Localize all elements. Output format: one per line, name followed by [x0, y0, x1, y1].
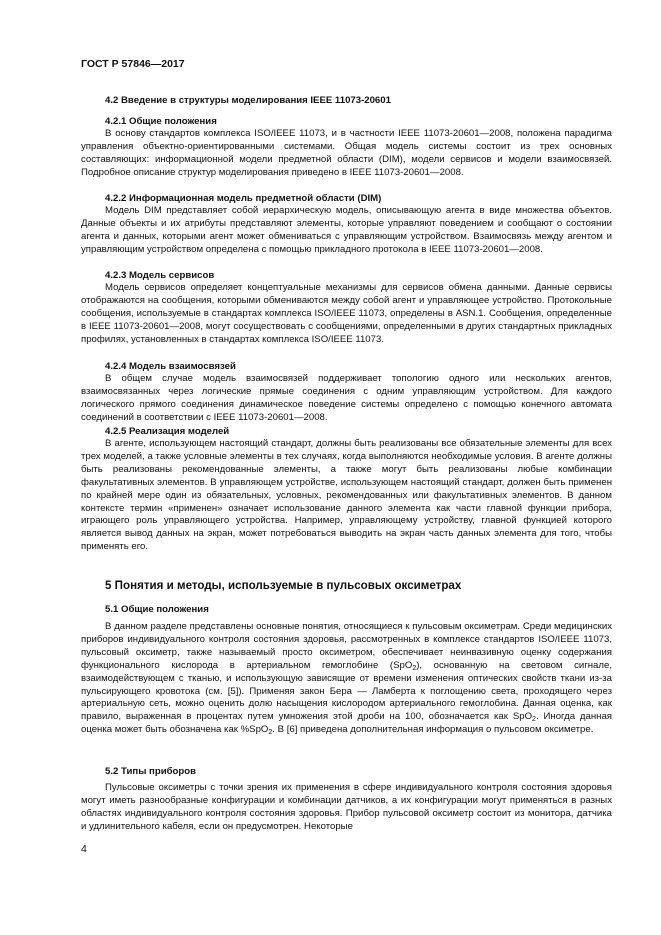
subsection-5-2-heading: 5.2 Типы приборов: [105, 766, 197, 777]
subsection-4-2-5-text: В агенте, использующем настоящий стандарт, должны быть реализованы все обязательные элементы для всех трех моделей, а также условные элементы в тех случаях, когда выполняются необходимые условия. В агенте должны быть реализованы рекомендованные элементы, а также могут быть реализованы любые комбинации факультативных элементов. В управляющем устройстве, использующем настоящий стандарт, должен быть применен по крайней мере один из обязательных, условных, рекомендованных или факультативных элементов. В данном контексте термин «применен» означает использование данного элемента как части главной функции прибора, играющего роль управляющего устройства. Например, управляющему устройству, главной функцией которого является вывод данных на экран, может потребоваться выводить на экран часть данных элемента для того, чтобы применять его.: [81, 438, 612, 553]
subsection-5-1-heading: 5.1 Общие положения: [105, 604, 209, 615]
subsection-5-1-text: В данном разделе представлены основные понятия, относящиеся к пульсовым оксиметрам. Среди медицинских приборов индивидуального контроля состояния здоровья, рассмотренных в комплексе стандартов ISO/IEEE 11073, пульсовый оксиметр, также называемый просто оксиметром, обеспечивает неинвазивную оценку содержания функционального кислорода в артериальном гемоглобине (SpO$_2$), основанную на световом сигнале, взаимодействующем с тканью, и использующую зависящие от времени изменения оптических свойств ткани из-за пульсирующего кровотока (см. [5]). Применяя закон Бера — Ламберта к поглощению света, проходящего через артериальную сеть, можно оценить долю насыщения кислородом артериального гемоглобина. Данная оценка, как правило, выраженная в процентах путем умножения этой дроби на 100, обозначается как SpO$_2$. Иногда данная оценка может быть обозначена как %SpO$_2$. В [6] приведена дополнительная информация о пульсовом оксиметре.: [81, 621, 612, 737]
subsection-4-2-2-heading: 4.2.2 Информационная модель предметной области (DIM): [105, 193, 382, 204]
subsection-4-2-4-heading: 4.2.4 Модель взаимосвязей: [105, 361, 236, 372]
subsection-4-2-1-heading: 4.2.1 Общие положения: [105, 116, 217, 127]
subsection-4-2-4-text: В общем случае модель взаимосвязей поддерживает топологию одного или нескольких агентов, взаимосвязанных через логические прямые соединения с одним управляющим устройством. Для каждого логического прямого соединения динамическое поведение системы определено с помощью конечного автомата соединений в соответствии с IEEE 11073-20601—2008.: [81, 373, 612, 423]
document-code: ГОСТ Р 57846—2017: [81, 58, 185, 70]
subsection-4-2-1-text: В основу стандартов комплекса ISO/IEEE 11073, и в частности IEEE 11073-20601—2008, положена парадигма управления объектно-ориентированными системами. Общая модель системы состоит из трех основных составляющих: информационной модели предметной области (DIM), модели сервисов и модели взаимосвязей. Подробное описание структур моделирования приведено в IEEE 11073-20601—2008.: [81, 128, 612, 178]
section-4-2-heading: 4.2 Введение в структуры моделирования IEEE 11073-20601: [105, 95, 391, 106]
subsection-4-2-3-heading: 4.2.3 Модель сервисов: [105, 270, 215, 281]
subsection-4-2-3-text: Модель сервисов определяет концептуальные механизмы для сервисов обмена данными. Данные сервисы отображаются на сообщения, которыми обмениваются между собой агент и управляющее устройство. Протокольные сообщения, используемые в стандартах комплекса ISO/IEEE 11073, определены в ASN.1. Сообщения, определенные в IEEE 11073-20601—2008, могут сосуществовать с сообщениями, определенными в других стандартных прикладных профилях, установленных в стандартах комплекса ISO/IEEE 11073.: [81, 282, 612, 345]
subsection-5-2-text: Пульсовые оксиметры с точки зрения их применения в сфере индивидуального контроля состояния здоровья могут иметь разнообразные конфигурации и комбинации датчиков, а их конфигурации могут применяться в разных областях индивидуального контроля состояния здоровья. Прибор пульсовой оксиметр состоит из монитора, датчика и удлинительного кабеля, если он предусмотрен. Некоторые: [81, 782, 612, 832]
page-number: 4: [81, 843, 87, 855]
section-5-heading: 5 Понятия и методы, используемые в пульсовых оксиметрах: [105, 579, 462, 592]
subsection-4-2-2-text: Модель DIM представляет собой иерархическую модель, описывающую агента в виде множества объектов. Данные объекты и их атрибуты представляют элементы, которые управляют поведением и сообщают о состоянии агента и данных, которыми агент может обмениваться с управляющим устройством. Взаимосвязь между агентом и управляющим устройством определена с помощью прикладного протокола в IEEE 11073-20601—2008.: [81, 205, 612, 255]
subsection-4-2-5-heading: 4.2.5 Реализация моделей: [105, 426, 230, 437]
